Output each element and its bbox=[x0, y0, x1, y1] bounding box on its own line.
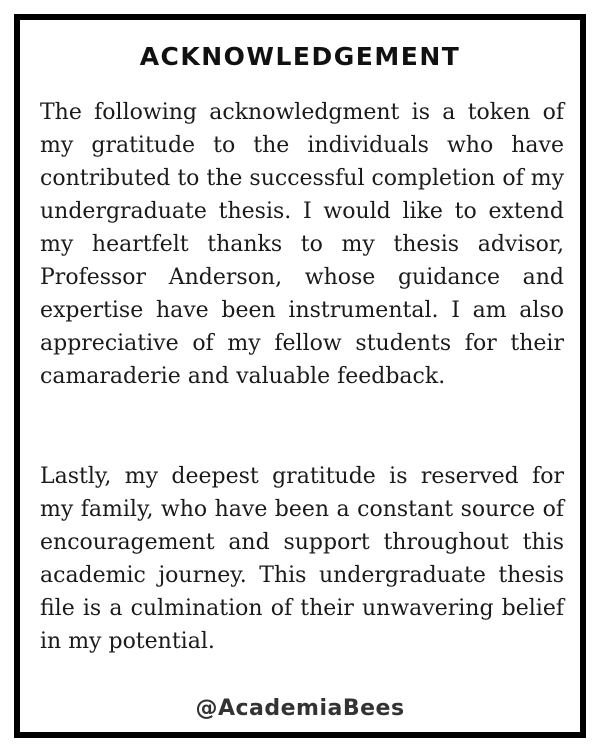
document-title: ACKNOWLEDGEMENT bbox=[139, 42, 461, 71]
paragraph-gratitude: The following acknowledgment is a token of my gratitude to the individuals who have contributed to the successful completion of my undergraduate thesis. I would like to extend my heartfelt thanks to my thesis advisor, Professor Anderson, whose guidance and expertise have been instrumental. I am also appreciative of my fellow students for their camaraderie and valuable feedback. bbox=[40, 100, 564, 389]
document-frame bbox=[14, 14, 586, 738]
footer-handle: @AcademiaBees bbox=[195, 696, 405, 721]
paragraph-family: Lastly, my deepest gratitude is reserved for my family, who have been a constant source of encouragement and support throughout this academic journey. This undergraduate thesis file is a culmination of their unwavering belief in my potential. bbox=[40, 464, 564, 654]
